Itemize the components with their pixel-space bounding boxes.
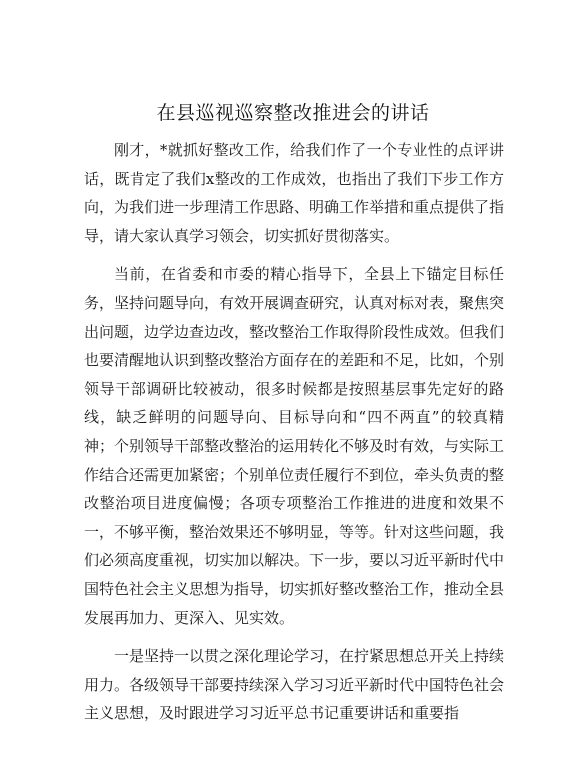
document-title: 在县巡视巡察整改推进会的讲话 bbox=[156, 102, 430, 124]
paragraph-1: 刚才，*就抓好整改工作，给我们作了一个专业性的点评讲话，既肯定了我们x整改的工作成效，也指出了我们下步工作方向，为我们进一步理清工作思路、明确工作举措和重点提供了指导，请大家认真学习领会，切实抓好贯彻落实。 bbox=[84, 141, 505, 245]
paragraph-2: 当前，在省委和市委的精心指导下，全县上下锚定目标任务，坚持问题导向，有效开展调查研究，认真对标对表，聚焦突出问题，边学边查边改，整改整治工作取得阶段性成效。但我们也要清醒地认识到整改整治方面存在的差距和不足，比如，个别领导干部调研比较被动，很多时候都是按照基层事先定好的路线，缺乏鲜明的问题导向、目标导向和“四不两直”的较真精神；个别领导干部整改整治的运用转化不够及时有效，与实际工作结合还需更加紧密；个别单位责任履行不到位，牵头负责的整改整治项目进度偏慢；各项专项整治工作推进的进度和效果不一，不够平衡，整治效果还不够明显，等等。针对这些问题，我们必须高度重视，切实加以解决。下一步，要以习近平新时代中国特色社会主义思想为指导，切实抓好整改整治工作，推动全县发展再加力、更深入、见实效。 bbox=[84, 265, 505, 627]
paragraph-3: 一是坚持一以贯之深化理论学习，在拧紧思想总开关上持续用力。各级领导干部要持续深入学习习近平新时代中国特色社会主义思想，及时跟进学习习近平总书记重要讲话和重要指 bbox=[84, 647, 505, 723]
document-body bbox=[84, 136, 504, 738]
